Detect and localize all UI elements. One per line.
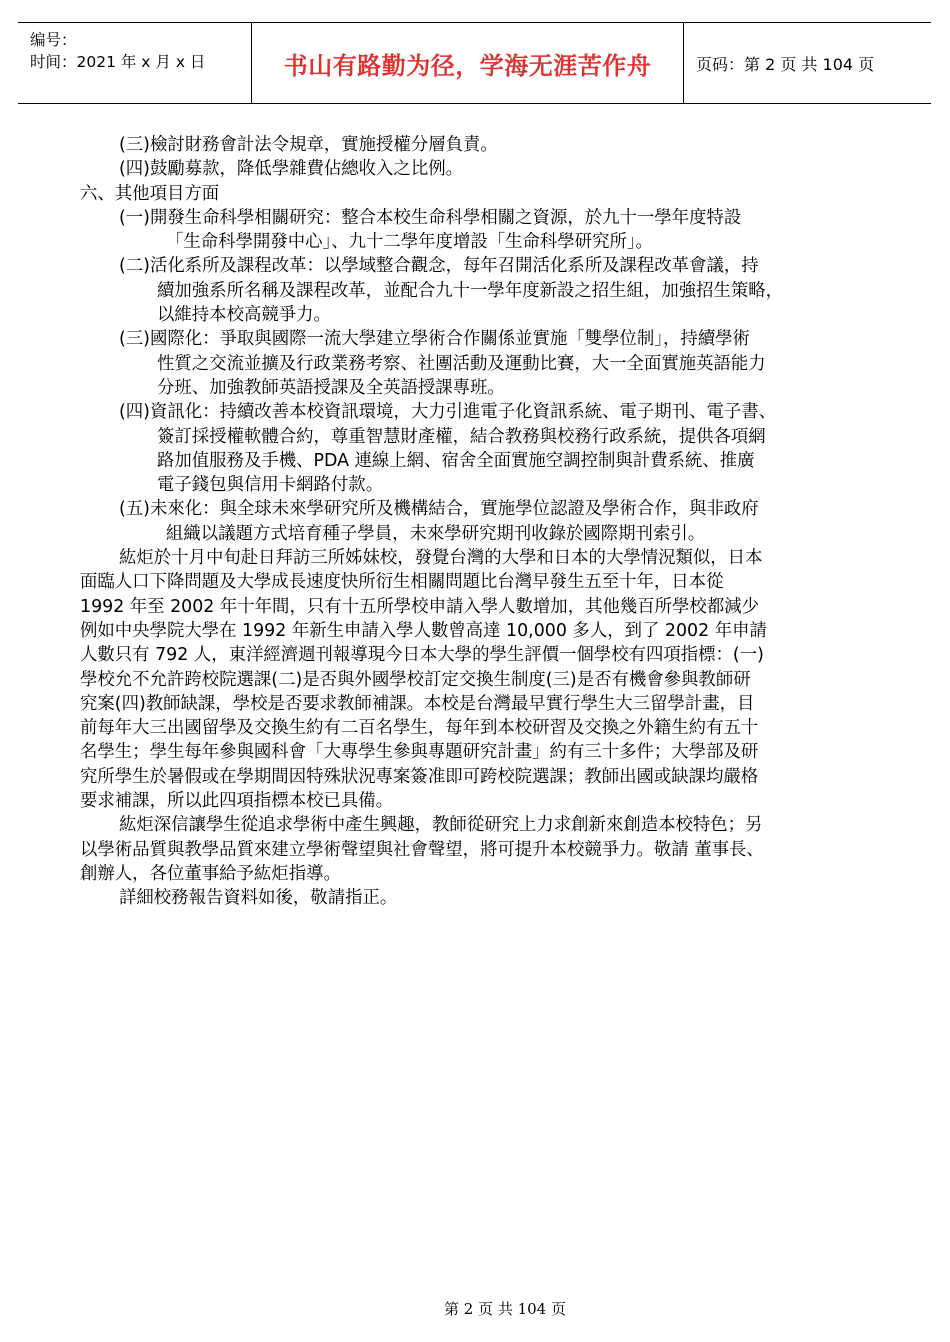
list-item: (五)未來化：與全球未來學研究所及機構結合，實施學位認證及學術合作，與非政府 xyxy=(119,499,759,520)
header-number-label: 编号： xyxy=(30,31,77,49)
header-motto: 书山有路勤为径，学海无涯苦作舟 xyxy=(252,23,684,103)
text-line: (三)檢討財務會計法令規章，實施授權分層負責。 xyxy=(119,135,498,155)
paragraph-line: 究案(四)教師缺課，學校是否要求教師補課。本校是台灣最早實行學生大三留學計畫，目 xyxy=(80,693,755,714)
list-item-cont: 「生命科學開發中心」、九十二學年度增設「生命科學研究所」。 xyxy=(166,232,653,253)
list-item-cont: 簽訂採授權軟體合約，尊重智慧財產權，結合教務與校務行政系統，提供各項網 xyxy=(157,426,766,447)
paragraph-line: 名學生；學生每年參與國科會「大專學生參與專題研究計畫」約有三十多件；大學部及研 xyxy=(80,742,759,763)
header-meta xyxy=(18,23,252,103)
list-item-cont: 以維持本校高競爭力。 xyxy=(157,305,331,326)
paragraph-line: 例如中央學院大學在 1992 年新生申請入學人數曾高達 10,000 多人，到了 2002 年申請 xyxy=(80,620,767,641)
paragraph-line: 以學術品質與教學品質來建立學術聲望與社會聲望，將可提升本校競爭力。敬請 董事長、 xyxy=(80,839,764,860)
paragraph-line: 詳細校務報告資料如後，敬請指正。 xyxy=(119,888,398,909)
paragraph-line: 前每年大三出國留學及交換生約有二百名學生，每年到本校研習及交換之外籍生約有五十 xyxy=(80,718,759,739)
paragraph-line: 要求補課，所以此四項指標本校已具備。 xyxy=(80,791,394,812)
paragraph-line: 人數只有 792 人，東洋經濟週刊報導現今日本大學的學生評價一個學校有四項指標：(一) xyxy=(80,645,764,666)
paragraph-line: 1992 年至 2002 年十年間，只有十五所學校申請入學人數增加，其他幾百所學校都減少 xyxy=(80,596,759,617)
paragraph-line: 創辦人，各位董事給予紘炬指導。 xyxy=(80,863,341,884)
list-item-cont: 性質之交流並擴及行政業務考察、社團活動及運動比賽，大一全面實施英語能力 xyxy=(157,353,766,374)
text-line: (四)鼓勵募款，降低學雜費佔總收入之比例。 xyxy=(119,159,463,180)
list-item-cont: 電子錢包與信用卡網路付款。 xyxy=(157,475,384,496)
page-footer: 第 2 页 共 104 页 xyxy=(443,1300,566,1318)
paragraph-line: 學校允不允許跨校院選課(二)是否與外國學校訂定交換生制度(三)是否有機會參與教師研 xyxy=(80,669,751,690)
section-heading: 六、其他項目方面 xyxy=(80,183,220,204)
paragraph-line: 面臨人口下降問題及大學成長速度快所衍生相關問題比台灣早發生五至十年，日本從 xyxy=(80,572,724,593)
paragraph-line: 紘炬深信讓學生從追求學術中產生興趣，教師從研究上力求創新來創造本校特色；另 xyxy=(119,815,763,836)
list-item: (一)開發生命科學相關研究：整合本校生命科學相關之資源，於九十一學年度特設 xyxy=(119,207,742,228)
list-item: (三)國際化：爭取與國際一流大學建立學術合作關係並實施「雙學位制」，持續學術 xyxy=(119,329,750,350)
document-body xyxy=(80,133,895,911)
list-item: (二)活化系所及課程改革：以學域整合觀念，每年召開活化系所及課程改革會議，持 xyxy=(119,256,759,277)
header-page-label: 页码：第 2 页 共 104 页 xyxy=(696,54,875,74)
list-item-cont: 組織以議題方式培育種子學員，未來學研究期刊收錄於國際期刊索引。 xyxy=(166,523,706,544)
header-time-label: 时间：2021 年 x 月 x 日 xyxy=(30,53,206,71)
paragraph-line: 紘炬於十月中旬赴日拜訪三所姊妹校，發覺台灣的大學和日本的大學情況類似，日本 xyxy=(119,548,763,569)
page-header xyxy=(18,22,931,104)
list-item: (四)資訊化：持續改善本校資訊環境，大力引進電子化資訊系統、電子期刊、電子書、 xyxy=(119,402,777,423)
list-item-cont: 分班、加強教師英語授課及全英語授課專班。 xyxy=(157,377,505,398)
list-item-cont: 續加強系所名稱及課程改革，並配合九十一學年度新設之招生組，加強招生策略， xyxy=(157,280,784,301)
list-item-cont: 路加值服務及手機、PDA 連線上網、宿舍全面實施空調控制與計費系統、推廣 xyxy=(157,450,755,471)
paragraph-line: 究所學生於暑假或在學期間因特殊狀況專案簽准即可跨校院選課；教師出國或缺課均嚴格 xyxy=(80,766,759,787)
